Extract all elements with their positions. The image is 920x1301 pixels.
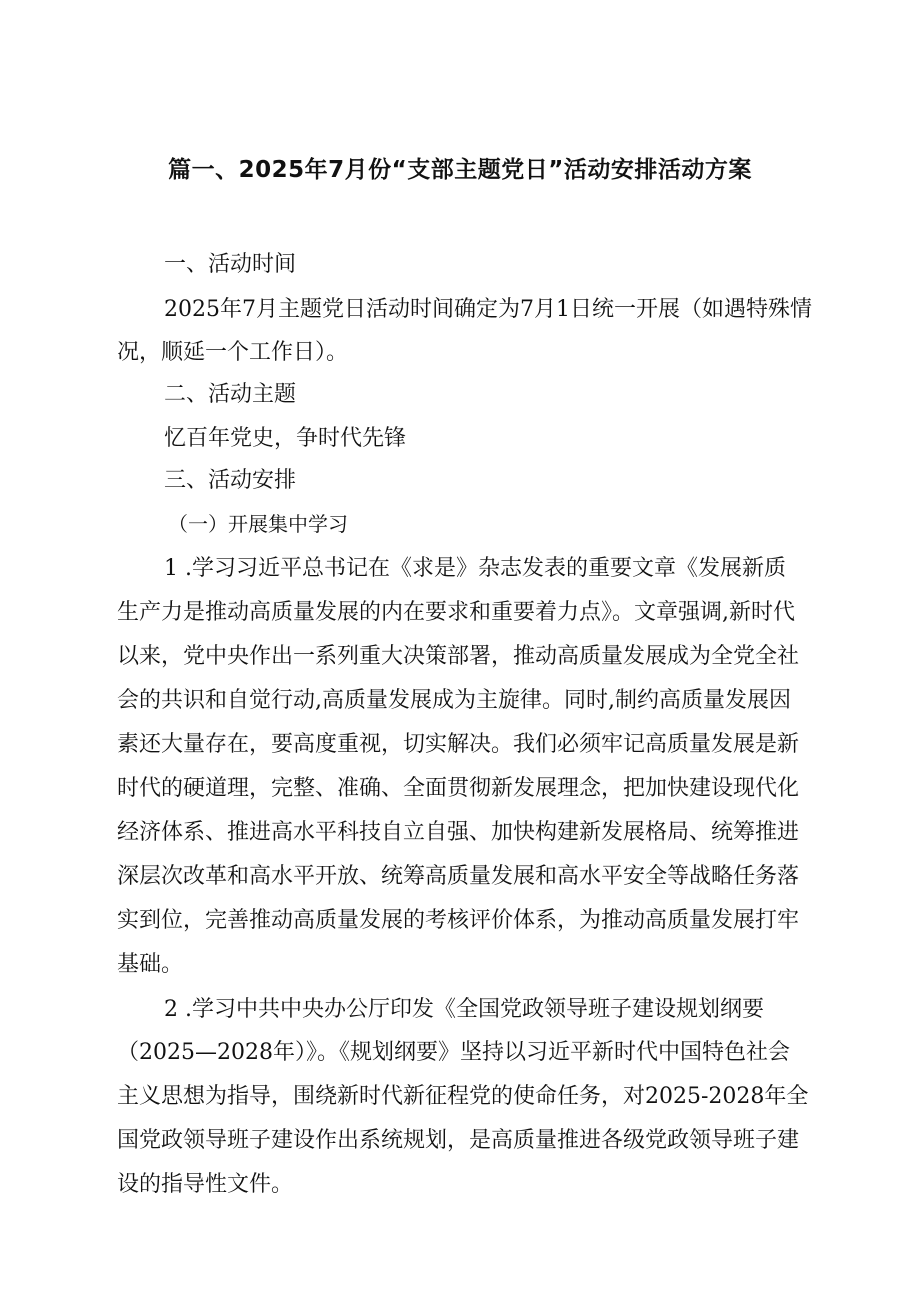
item-1-line: 1 .学习习近平总书记在《求是》杂志发表的重要文章《发展新质 [164,556,786,581]
document-title: 篇一、2025年7月份“支部主题党日”活动安排活动方案 [168,157,752,183]
paragraph-line: 况，顺延一个工作日）。 [117,340,349,365]
item-2-line: 国党政领导班子建设作出系统规划，是高质量推进各级党政领导班子建 [117,1128,800,1153]
item-2-line: 2 .学习中共中央办公厅印发《全国党政领导班子建设规划纲要 [164,997,764,1022]
item-2-line: 主义思想为指导，围绕新时代新征程党的使命任务，对2025-2028年全 [117,1084,809,1109]
item-1-line: 基础。 [117,952,184,977]
item-1-line: 以来，党中央作出一系列重大决策部署，推动高质量发展成为全党全社 [117,644,800,669]
item-1-line: 经济体系、推进高水平科技自立自强、加快构建新发展格局、统筹推进 [117,820,800,845]
item-2-line: 设的指导性文件。 [117,1172,294,1197]
section-heading-arrangement: 三、活动安排 [164,468,297,493]
item-1-line: 深层次改革和高水平开放、统筹高质量发展和高水平安全等战略任务落 [117,864,800,889]
item-1-line: 时代的硬道理，完整、准确、全面贯彻新发展理念，把加快建设现代化 [117,776,800,801]
section-heading-time: 一、活动时间 [164,252,297,277]
paragraph-line: 2025年7月主题党日活动时间确定为7月1日统一开展（如遇特殊情 [164,297,812,322]
subsection-heading: （一）开展集中学习 [168,512,348,536]
item-1-line: 实到位，完善推动高质量发展的考核评价体系，为推动高质量发展打牢 [117,908,800,933]
theme-line: 忆百年党史，争时代先锋 [164,426,407,451]
section-heading-theme: 二、活动主题 [164,382,297,407]
item-2-line: （2025—2028年）》。《规划纲要》坚持以习近平新时代中国特色社会 [117,1040,790,1065]
item-1-line: 素还大量存在，要高度重视，切实解决。我们必须牢记高质量发展是新 [117,732,800,757]
item-1-line: 生产力是推动高质量发展的内在要求和重要着力点》。文章强调,新时代 [117,600,795,625]
item-1-line: 会的共识和自觉行动,高质量发展成为主旋律。同时,制约高质量发展因 [117,688,791,713]
